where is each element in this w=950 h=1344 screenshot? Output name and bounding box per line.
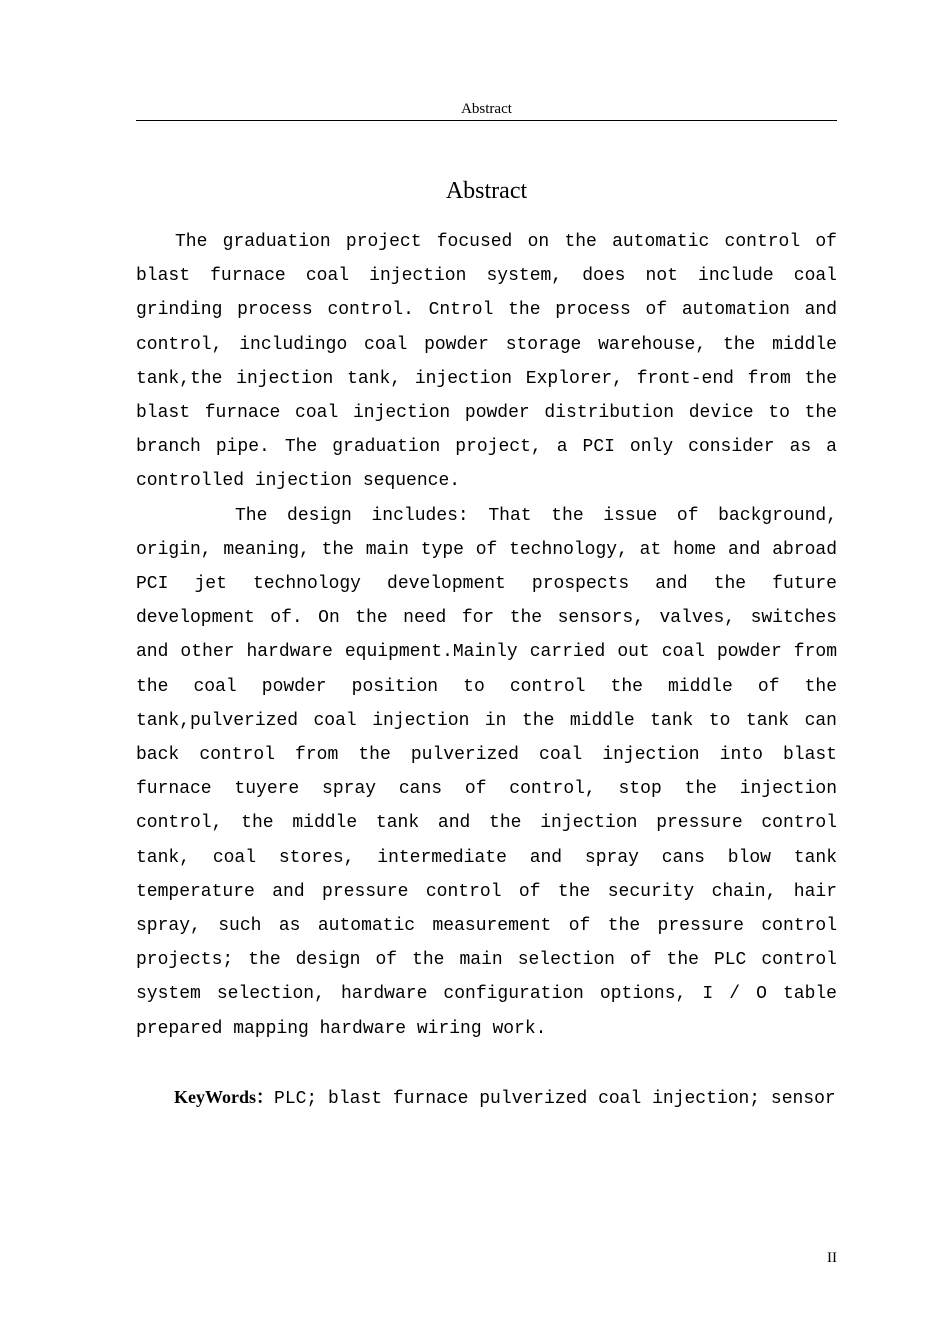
- keywords-line: [136, 1080, 837, 1116]
- keywords-label: KeyWords：: [174, 1087, 275, 1108]
- header-rule: [136, 120, 837, 121]
- keywords-text: PLC; blast furnace pulverized coal injection; sensor: [274, 1089, 836, 1110]
- abstract-body: [136, 225, 837, 1116]
- page-title: Abstract: [445, 178, 528, 204]
- abstract-paragraph-1: The graduation project focused on the automatic control of blast furnace coal injection system, does not include coal grinding process control. Cntrol the process of automation and control, includingo coal powder storage warehouse, the middle tank,the injection tank, injection Explorer, front-end from the blast furnace coal injection powder distribution device to the branch pipe. The graduation project, a PCI only consider as a controlled injection sequence.: [136, 232, 837, 492]
- page-number: II: [827, 1250, 837, 1266]
- abstract-paragraph-2: The design includes: That the issue of background, origin, meaning, the main type of technology, at home and abroad PCI jet technology development prospects and the future development of. On the need for the sensors, valves, switches and other hardware equipment.Mainly carried out coal powder from the coal powder position to control the middle of the tank,pulverized coal injection in the middle tank to tank can back control from the pulverized coal injection into blast furnace tuyere spray cans of control, stop the injection control, the middle tank and the injection pressure control tank, coal stores, intermediate and spray cans blow tank temperature and pressure control of the security chain, hair spray, such as automatic measurement of the pressure control projects; the design of the main selection of the PLC control system selection, hardware configuration options, I / O table prepared mapping hardware wiring work.: [136, 505, 837, 1039]
- running-header: Abstract: [461, 101, 512, 117]
